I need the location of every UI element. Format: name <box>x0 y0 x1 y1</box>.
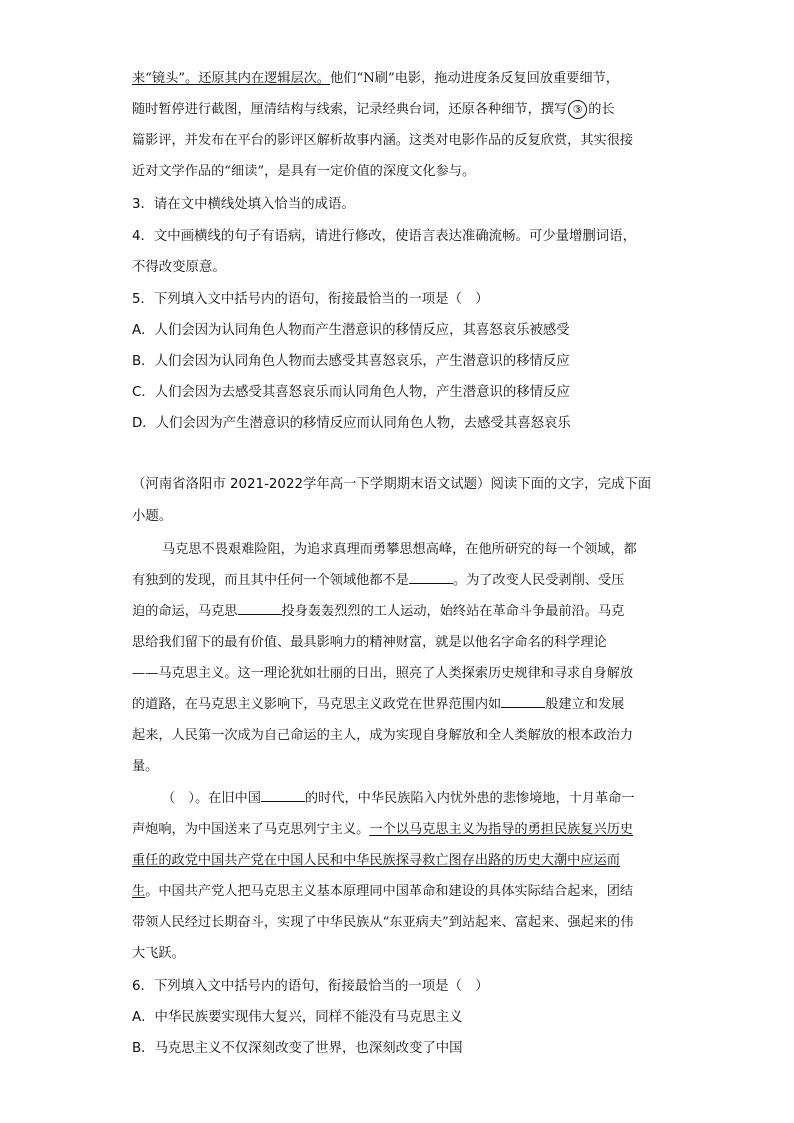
passage2-text: 迫的命运，马克思 <box>132 604 238 619</box>
passage2-text: （ ）。在旧中国 <box>162 791 261 806</box>
passage1-line-2 <box>132 98 615 119</box>
passage2-p2-line-5: 带领人民经过长期奋斗，实现了中华民族从“东亚病夫”到站起来、富起来、强起来的伟 <box>132 915 634 930</box>
passage1-text: 他们“N刷”电影，拖动进度条反复回放重要细节， <box>330 71 619 86</box>
question-3: 3．请在文中横线处填入恰当的成语。 <box>132 197 355 212</box>
passage2-text: 。为了改变人民受剥削、受压 <box>452 573 625 588</box>
source-line-2: 小题。 <box>132 509 173 524</box>
fill-blank <box>501 695 545 708</box>
question-5-option-a: A．人们会因为认同角色人物而产生潜意识的移情反应，其喜怒哀乐被感受 <box>132 323 570 338</box>
blank-marker-3: ③ <box>568 100 587 119</box>
passage2-text: 。中国共产党人把马克思主义基本原理同中国革命和建设的具体实际结合起来，团结 <box>145 884 634 899</box>
passage1-text: 随时暂停进行截图，厘清结构与线索，记录经典台词，还原各种细节，撰写 <box>132 102 568 117</box>
passage2-p2-line-3: 重任的政党中国共产党在中国人民和中华民族探寻救亡图存出路的历史大潮中应运而 <box>132 853 620 868</box>
underlined-sentence: 来“镜头”。还原其内在逻辑层次。 <box>132 71 331 86</box>
question-6-option-a: A．中华民族要实现伟大复兴，同样不能没有马克思主义 <box>132 1010 463 1025</box>
passage2-p1-line-2 <box>132 569 624 588</box>
passage1-line-1 <box>132 67 619 86</box>
fill-blank <box>261 789 305 802</box>
fill-blank <box>409 571 453 584</box>
passage2-p1-line-1: 马克思不畏艰难险阻，为追求真理而勇攀思想高峰，在他所研究的每一个领域，都 <box>162 542 637 557</box>
question-5-option-b: B．人们会因为认同角色人物而去感受其喜怒哀乐，产生潜意识的移情反应 <box>132 354 570 369</box>
passage2-p1-line-6 <box>132 693 624 712</box>
passage1-line-4: 近对文学作品的“细读”，是具有一定价值的深度文化参与。 <box>132 164 476 179</box>
passage2-p1-line-7: 起来，人民第一次成为自己命运的主人，成为实现自身解放和全人类解放的根本政治力 <box>132 728 634 743</box>
passage1-line-3: 篇影评，并发布在平台的影评区解析故事内涵。这类对电影作品的反复欣赏，其实很接 <box>132 133 634 148</box>
passage2-p2-line-6: 大飞跃。 <box>132 946 185 961</box>
question-4-line-1: 4．文中画横线的句子有语病，请进行修改，使语言表达准确流畅。可少量增删词语， <box>132 229 636 244</box>
fill-blank <box>238 602 282 615</box>
passage2-text: 有独到的发现，而且其中任何一个领域他都不是 <box>132 573 409 588</box>
passage2-text: 声炮响，为中国送来了马克思列宁主义。 <box>132 822 370 837</box>
passage2-p1-line-8: 量。 <box>132 759 159 774</box>
passage2-text: 的道路，在马克思主义影响下，马克思主义政党在世界范围内如 <box>132 697 502 712</box>
question-6: 6．下列填入文中括号内的语句，衔接最恰当的一项是（ ） <box>132 979 489 994</box>
question-4-line-2: 不得改变原意。 <box>132 260 226 275</box>
passage2-p1-line-3 <box>132 600 624 619</box>
passage2-text: 投身轰轰烈烈的工人运动，始终站在革命斗争最前沿。马克 <box>281 604 625 619</box>
passage2-p2-line-2 <box>132 818 633 837</box>
question-5: 5．下列填入文中括号内的语句，衔接最恰当的一项是（ ） <box>132 292 489 307</box>
passage2-text: 般建立和发展 <box>545 697 625 712</box>
passage2-p1-line-5: ——马克思主义。这一理论犹如壮丽的日出，照亮了人类探索历史规律和寻求自身解放 <box>132 666 634 681</box>
passage2-p1-line-4: 思给我们留下的最有价值、最具影响力的精神财富，就是以他名字命名的科学理论 <box>132 635 607 650</box>
underlined-sentence: 生 <box>132 884 146 899</box>
question-6-option-b: B．马克思主义不仅深刻改变了世界，也深刻改变了中国 <box>132 1041 463 1056</box>
passage2-text: 的时代，中华民族陷入内忧外患的悲惨境地，十月革命一 <box>304 791 635 806</box>
passage2-p2-line-4 <box>132 880 633 899</box>
source-line-1: （河南省洛阳市 2021-2022学年高一下学期期末语文试题）阅读下面的文字，完成下面 <box>132 477 652 492</box>
passage2-p2-line-1 <box>162 787 635 806</box>
question-5-option-c: C．人们会因为去感受其喜怒哀乐而认同角色人物，产生潜意识的移情反应 <box>132 385 570 400</box>
passage1-text: 的长 <box>588 102 615 117</box>
underlined-sentence: 一个以马克思主义为指导的勇担民族复兴历史 <box>369 822 634 837</box>
question-5-option-d: D．人们会因为产生潜意识的移情反应而认同角色人物，去感受其喜怒哀乐 <box>132 416 571 431</box>
